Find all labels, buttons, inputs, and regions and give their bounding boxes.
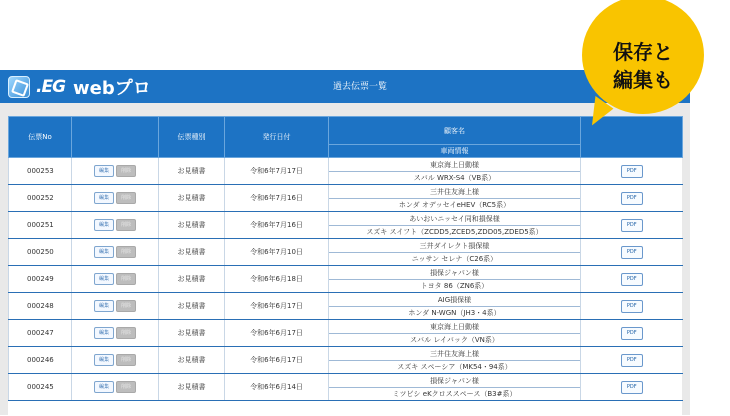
pdf-cell	[581, 239, 683, 266]
slip-no: 000249	[9, 266, 72, 293]
customer-vehicle-cell	[329, 266, 581, 293]
issue-date: 令和6年6月18日	[225, 266, 329, 293]
vehicle-info: スバル レイバック（VN系）	[410, 335, 499, 344]
vehicle-info: ホンダ オデッセイeHEV（RC5系）	[398, 200, 511, 209]
issue-date: 令和6年6月17日	[225, 320, 329, 347]
delete-button[interactable]: 削除	[116, 219, 136, 231]
pdf-cell	[581, 212, 683, 239]
customer-name: 損保ジャパン様	[329, 267, 580, 280]
table-row	[9, 158, 683, 185]
table-row	[9, 239, 683, 266]
customer-name: 東京海上日動様	[329, 321, 580, 334]
delete-button[interactable]: 削除	[116, 354, 136, 366]
customer-name: 三井住友海上様	[329, 186, 580, 199]
table-row	[9, 374, 683, 401]
pdf-cell	[581, 347, 683, 374]
customer-vehicle-cell	[329, 320, 581, 347]
edit-button[interactable]: 編集	[94, 219, 114, 231]
pdf-button[interactable]: PDF	[621, 246, 643, 259]
edit-button[interactable]: 編集	[94, 327, 114, 339]
issue-date: 令和6年7月16日	[225, 185, 329, 212]
pdf-button[interactable]: PDF	[621, 165, 643, 178]
vehicle-info: トヨタ 86（ZN6系）	[420, 281, 489, 290]
pdf-button[interactable]: PDF	[621, 273, 643, 286]
delete-button[interactable]: 削除	[116, 165, 136, 177]
slip-type: お見積書	[159, 185, 225, 212]
customer-vehicle-cell	[329, 212, 581, 239]
issue-date: 令和6年6月17日	[225, 347, 329, 374]
pdf-cell	[581, 266, 683, 293]
customer-name: 三井住友海上様	[329, 348, 580, 361]
header-slip-type: 伝票種別	[159, 117, 225, 158]
slip-type: お見積書	[159, 320, 225, 347]
edit-button[interactable]: 編集	[94, 246, 114, 258]
slip-no: 000252	[9, 185, 72, 212]
header-vehicle: 車両情報	[329, 145, 581, 158]
vehicle-info: スズキ スイフト（ZCDD5,ZCED5,ZDD05,ZDED5系）	[366, 227, 543, 236]
slip-type: お見積書	[159, 158, 225, 185]
callout-text: 保存と 編集も	[613, 40, 673, 92]
table-row	[9, 212, 683, 239]
pdf-button[interactable]: PDF	[621, 327, 643, 340]
issue-date: 令和6年7月16日	[225, 212, 329, 239]
customer-vehicle-cell	[329, 239, 581, 266]
customer-vehicle-cell	[329, 374, 581, 401]
edit-button[interactable]: 編集	[94, 192, 114, 204]
edit-button[interactable]: 編集	[94, 273, 114, 285]
slip-no: 000245	[9, 374, 72, 401]
row-actions	[72, 185, 159, 212]
row-actions	[72, 374, 159, 401]
slip-type: お見積書	[159, 347, 225, 374]
logo-web-text: webプロ	[73, 77, 151, 99]
slip-list-panel	[8, 116, 682, 416]
delete-button[interactable]: 削除	[116, 273, 136, 285]
customer-name: 三井ダイレクト損保様	[329, 240, 580, 253]
issue-date: 令和6年6月14日	[225, 374, 329, 401]
customer-name: 損保ジャパン様	[329, 375, 580, 388]
slip-rows	[9, 158, 683, 401]
slip-type: お見積書	[159, 239, 225, 266]
pdf-cell	[581, 185, 683, 212]
issue-date: 令和6年6月17日	[225, 293, 329, 320]
slip-type: お見積書	[159, 266, 225, 293]
issue-date: 令和6年7月10日	[225, 239, 329, 266]
pdf-button[interactable]: PDF	[621, 192, 643, 205]
delete-button[interactable]: 削除	[116, 327, 136, 339]
pdf-button[interactable]: PDF	[621, 354, 643, 367]
row-actions	[72, 320, 159, 347]
edit-button[interactable]: 編集	[94, 354, 114, 366]
pdf-cell	[581, 374, 683, 401]
customer-vehicle-cell	[329, 293, 581, 320]
row-actions	[72, 158, 159, 185]
header-customer: 顧客名	[329, 117, 581, 145]
slip-no: 000250	[9, 239, 72, 266]
pdf-cell	[581, 293, 683, 320]
delete-button[interactable]: 削除	[116, 246, 136, 258]
edit-button[interactable]: 編集	[94, 165, 114, 177]
delete-button[interactable]: 削除	[116, 381, 136, 393]
page-title: 過去伝票一覧	[332, 82, 387, 92]
vehicle-info: スバル WRX-S4（VB系）	[413, 173, 496, 182]
vehicle-info: ホンダ N-WGN（JH3・4系）	[408, 308, 501, 317]
table-row	[9, 185, 683, 212]
row-actions	[72, 293, 159, 320]
customer-name: 東京海上日動様	[329, 159, 580, 172]
pdf-button[interactable]: PDF	[621, 381, 643, 394]
row-actions	[72, 347, 159, 374]
slip-no: 000247	[9, 320, 72, 347]
pdf-cell	[581, 158, 683, 185]
slip-type: お見積書	[159, 212, 225, 239]
delete-button[interactable]: 削除	[116, 300, 136, 312]
edit-button[interactable]: 編集	[94, 300, 114, 312]
table-row	[9, 266, 683, 293]
customer-vehicle-cell	[329, 185, 581, 212]
logo-icon	[8, 76, 30, 98]
slip-no: 000251	[9, 212, 72, 239]
customer-vehicle-cell	[329, 158, 581, 185]
vehicle-info: ミツビシ eKクロススペース（B3#系）	[392, 389, 517, 398]
slip-type: お見積書	[159, 293, 225, 320]
pdf-button[interactable]: PDF	[621, 219, 643, 232]
slip-type: お見積書	[159, 374, 225, 401]
slip-no: 000248	[9, 293, 72, 320]
issue-date: 令和6年7月17日	[225, 158, 329, 185]
slip-no: 000246	[9, 347, 72, 374]
header-issue-date: 発行日付	[225, 117, 329, 158]
app-logo	[8, 74, 151, 99]
row-actions	[72, 212, 159, 239]
header-actions	[72, 117, 159, 158]
row-actions	[72, 239, 159, 266]
slip-no: 000253	[9, 158, 72, 185]
table-row	[9, 320, 683, 347]
table-row	[9, 293, 683, 320]
customer-name: あいおいニッセイ同和損保様	[329, 213, 580, 226]
pdf-cell	[581, 320, 683, 347]
row-actions	[72, 266, 159, 293]
customer-vehicle-cell	[329, 347, 581, 374]
pdf-button[interactable]: PDF	[621, 300, 643, 313]
edit-button[interactable]: 編集	[94, 381, 114, 393]
delete-button[interactable]: 削除	[116, 192, 136, 204]
table-row	[9, 347, 683, 374]
vehicle-info: ニッサン セレナ（C26系）	[411, 254, 498, 263]
logo-eg-text: .EG	[36, 76, 66, 97]
slip-table	[8, 116, 683, 401]
customer-name: AIG損保様	[329, 294, 580, 307]
header-slip-no: 伝票No	[9, 117, 72, 158]
vehicle-info: スズキ スペーシア（MK54・94系）	[397, 362, 512, 371]
